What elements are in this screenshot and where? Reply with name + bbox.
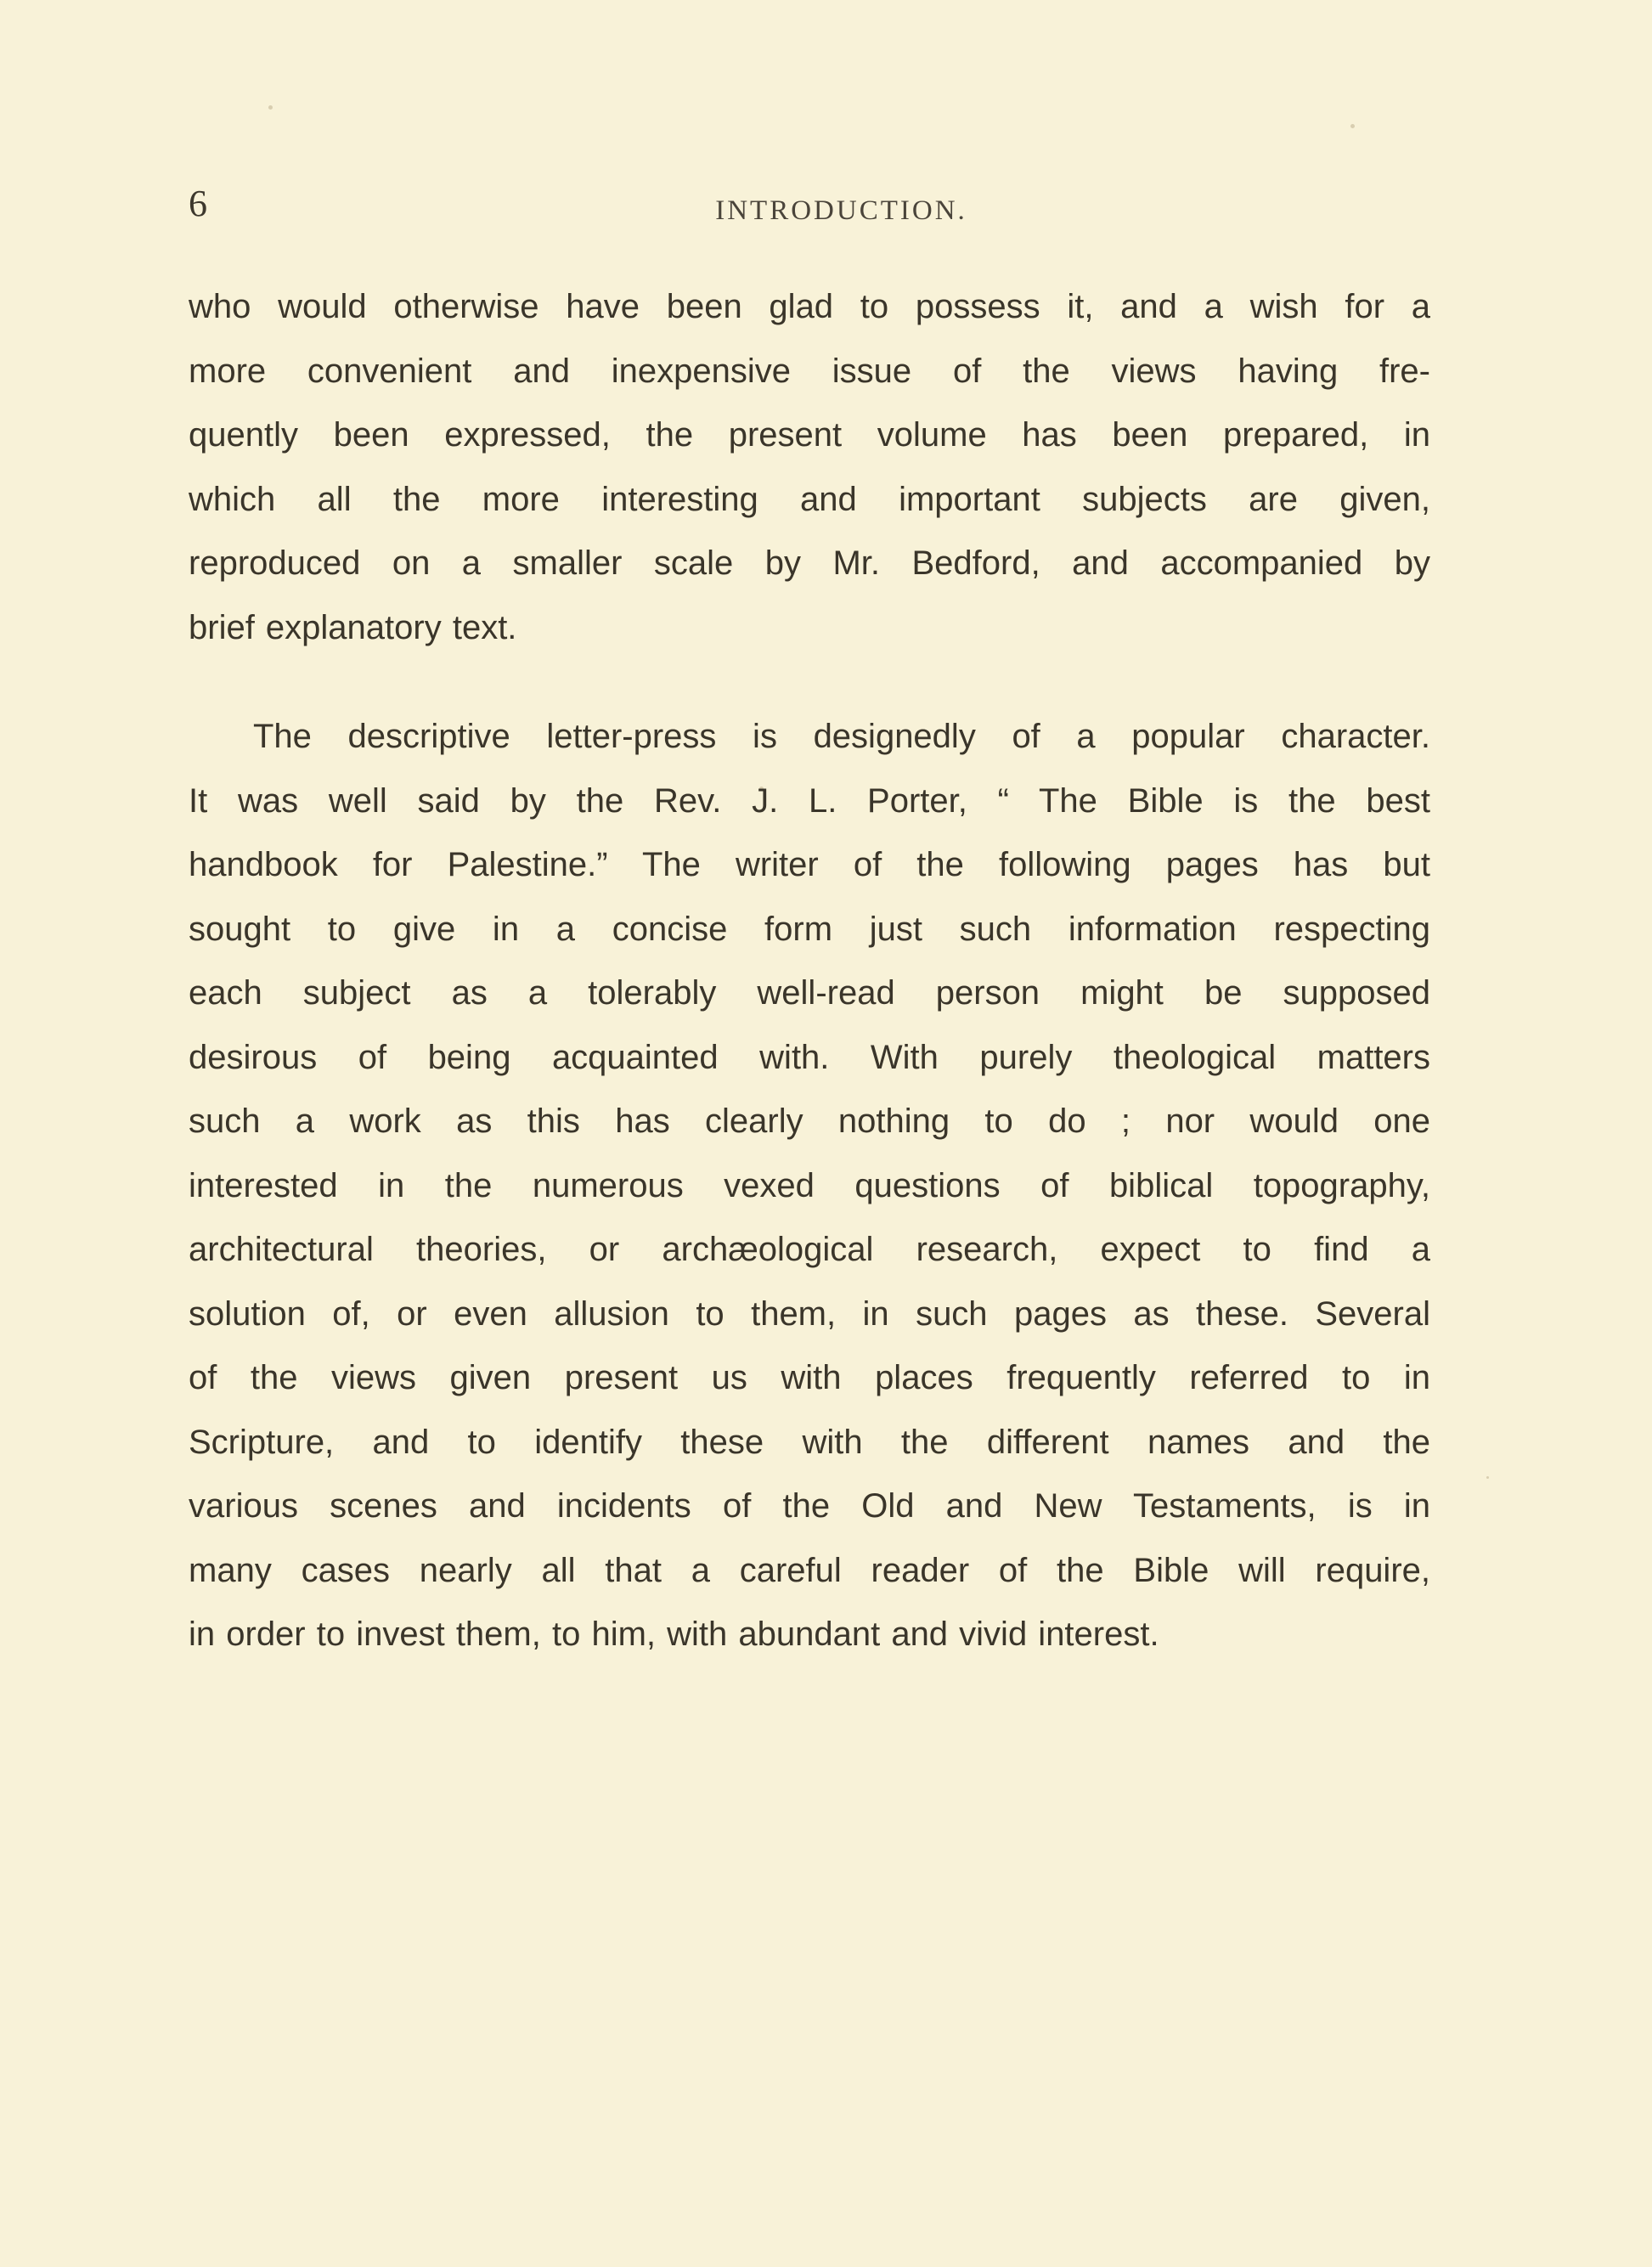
- running-title: INTRODUCTION.: [715, 195, 967, 226]
- text-line: such a work as this has clearly nothing to do ; nor would one: [189, 1102, 1430, 1140]
- text-line: It was well said by the Rev. J. L. Porter, “ The Bible is the best: [189, 781, 1430, 820]
- paper-speck: [268, 105, 273, 110]
- paragraph-1: [189, 275, 1430, 660]
- text-line: each subject as a tolerably well-read person might be supposed: [189, 974, 1430, 1012]
- text-line: The descriptive letter-press is designedly of a popular character.: [253, 718, 1430, 755]
- text-line: solution of, or even allusion to them, in such pages as these. Several: [189, 1294, 1430, 1333]
- text-line: brief explanatory text.: [189, 608, 517, 646]
- text-line: of the views given present us with places frequently referred to in: [189, 1359, 1430, 1396]
- text-line: quently been expressed, the present volume has been prepared, in: [189, 416, 1430, 454]
- paper-speck: [1486, 1476, 1489, 1479]
- paragraph-gap: [189, 660, 1430, 705]
- page-number: 6: [189, 183, 207, 224]
- text-line: architectural theories, or archæological research, expect to find a: [189, 1231, 1430, 1268]
- text-line: Scripture, and to identify these with the different names and the: [189, 1423, 1430, 1461]
- text-line: who would otherwise have been glad to possess it, and a wish for a: [189, 288, 1430, 325]
- text-line: sought to give in a concise form just such information respecting: [189, 910, 1430, 948]
- body-text: [189, 275, 1430, 1667]
- paragraph-2: [189, 705, 1430, 1667]
- text-line: reproduced on a smaller scale by Mr. Bedford, and accompanied by: [189, 544, 1430, 582]
- text-line: interested in the numerous vexed questions of biblical topography,: [189, 1166, 1430, 1204]
- text-line: handbook for Palestine.” The writer of the following pages has but: [189, 846, 1430, 883]
- text-line: many cases nearly all that a careful reader of the Bible will require,: [189, 1551, 1430, 1589]
- paper-speck: [1350, 124, 1355, 128]
- text-line: in order to invest them, to him, with abundant and vivid interest.: [189, 1616, 1159, 1653]
- text-line: desirous of being acquainted with. With purely theological matters: [189, 1038, 1430, 1076]
- text-line: more convenient and inexpensive issue of the views having fre-: [189, 352, 1430, 390]
- text-line: various scenes and incidents of the Old and New Testaments, is in: [189, 1487, 1430, 1525]
- text-line: which all the more interesting and important subjects are given,: [189, 480, 1430, 518]
